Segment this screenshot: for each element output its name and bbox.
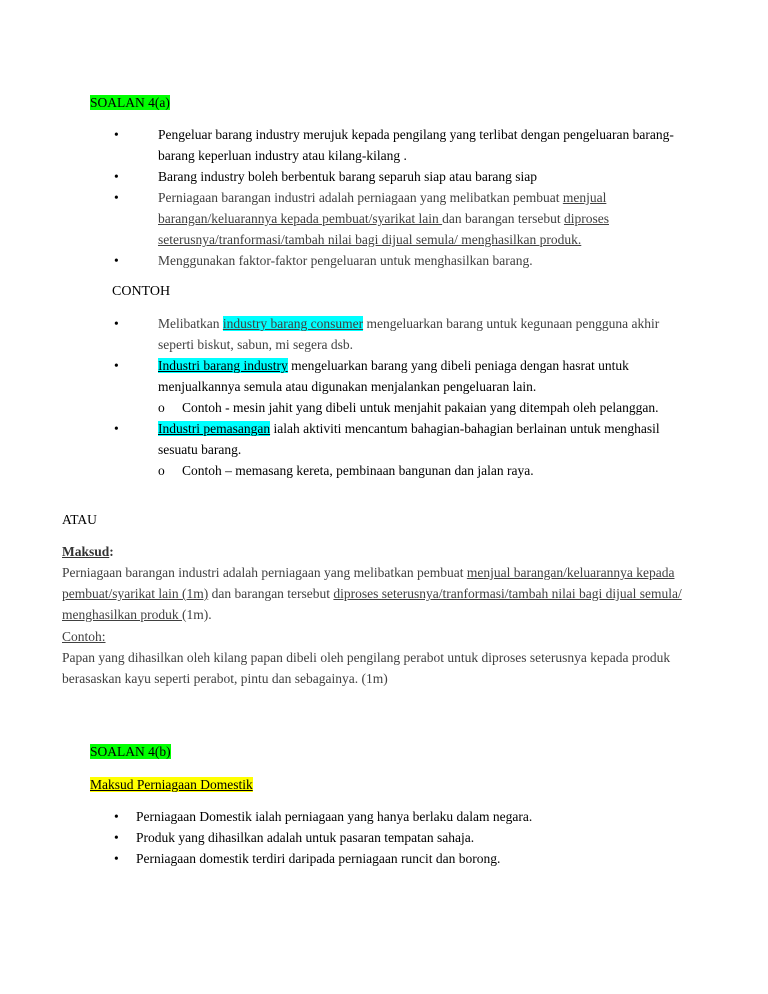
underlined-text: menjual barangan/keluarannya kepada pembuat/syarikat lain (1m): [62, 565, 675, 601]
soalan-4a-heading: [90, 92, 690, 113]
domestik-bullet-list: [90, 806, 690, 869]
bullet-text: Menggunakan faktor-faktor pengeluaran untuk menghasilkan barang.: [158, 253, 533, 268]
underlined-text: menjual barangan/keluarannya kepada pembuat/syarikat lain: [158, 190, 607, 226]
bullet-text: ialah aktiviti mencantum bahagian-bahagian berlainan untuk menghasil sesuatu barang.: [158, 421, 660, 457]
circle-bullet-icon: o: [158, 463, 165, 478]
list-item: [90, 806, 690, 827]
bullet-text: Produk yang dihasilkan adalah untuk pasaran tempatan sahaja.: [136, 830, 475, 845]
atau-label: ATAU: [62, 512, 97, 527]
bullet-dot-icon: •: [114, 190, 119, 205]
bullet-dot-icon: •: [114, 316, 119, 331]
paragraph-text: Papan yang dihasilkan oleh kilang papan dibeli oleh pengilang perabot untuk diproses seterusnya kepada produk berasaskan kayu seperti perabot, pintu dan sebagainya. (1m): [62, 650, 671, 686]
bullet-dot-icon: •: [114, 127, 119, 142]
maksud-domestik-heading: [90, 774, 690, 795]
paragraph-text: (1m).: [181, 607, 212, 622]
list-item: [90, 827, 690, 848]
list-item: [90, 124, 690, 166]
maksud-paragraph: [62, 541, 682, 625]
bullet-text: Perniagaan barangan industri adalah perniagaan yang melibatkan pembuat: [158, 190, 563, 205]
sub-list-item: [158, 397, 690, 418]
soalan-4b-heading-text: SOALAN 4(b): [90, 744, 171, 759]
list-item: [90, 250, 690, 271]
circle-bullet-icon: o: [158, 400, 165, 415]
paragraph-text: dan barangan tersebut: [208, 586, 334, 601]
list-item: [90, 355, 690, 418]
list-item: [90, 187, 690, 250]
sub-bullet-text: Contoh – memasang kereta, pembinaan bangunan dan jalan raya.: [182, 463, 534, 478]
list-item: [90, 418, 690, 481]
bullet-text: Pengeluar barang industry merujuk kepada pengilang yang terlibat dengan pengeluaran barang-barang keperluan industry atau kilang-kilang .: [158, 127, 674, 163]
maksud-domestik-text: Maksud Perniagaan Domestik: [90, 777, 253, 792]
bullet-dot-icon: •: [114, 253, 119, 268]
list-item: [90, 313, 690, 355]
sub-list-item: [158, 460, 690, 481]
sub-bullet-text: Contoh - mesin jahit yang dibeli untuk menjahit pakaian yang ditempah oleh pelanggan.: [182, 400, 659, 415]
list-item: [90, 166, 690, 187]
soalan-4a-heading-text: SOALAN 4(a): [90, 95, 170, 110]
soalan-4b-heading: [90, 741, 690, 762]
highlighted-term: Industri pemasangan: [158, 421, 271, 436]
bullet-dot-icon: •: [114, 358, 119, 373]
contoh-paragraph: [62, 626, 682, 689]
underlined-text: diproses seterusnya/tranformasi/tambah nilai bagi dijual semula/ menghasilkan produk.: [158, 211, 609, 247]
maksud-label: Maksud: [62, 544, 110, 559]
bullet-text: Melibatkan: [158, 316, 223, 331]
bullet-text: Perniagaan domestik terdiri daripada perniagaan runcit dan borong.: [136, 851, 501, 866]
highlighted-term: industry barang consumer: [222, 316, 364, 331]
bullet-text: Perniagaan Domestik ialah perniagaan yang hanya berlaku dalam negara.: [136, 809, 533, 824]
soalan-4a-bullet-list: [90, 124, 690, 271]
bullet-dot-icon: •: [114, 169, 119, 184]
highlighted-term: Industri barang industry: [158, 358, 288, 373]
paragraph-text: Perniagaan barangan industri adalah perniagaan yang melibatkan pembuat: [62, 565, 467, 580]
bullet-dot-icon: •: [114, 830, 119, 845]
contoh-bullet-list: [90, 313, 690, 481]
bullet-dot-icon: •: [114, 809, 119, 824]
bullet-dot-icon: •: [114, 851, 119, 866]
bullet-text: Barang industry boleh berbentuk barang separuh siap atau barang siap: [158, 169, 538, 184]
contoh-label: Contoh:: [62, 629, 106, 644]
bullet-text: mengeluarkan barang yang dibeli peniaga dengan hasrat untuk menjualkannya semula atau digunakan menjalankan pengeluaran lain.: [158, 358, 629, 394]
list-item: [90, 848, 690, 869]
bullet-dot-icon: •: [114, 421, 119, 436]
maksud-colon: :: [109, 544, 114, 559]
underlined-text: diproses seterusnya/tranformasi/tambah nilai bagi dijual semula/ menghasilkan produk: [62, 586, 682, 622]
bullet-text: mengeluarkan barang untuk kegunaan pengguna akhir seperti biskut, sabun, mi segera dsb.: [158, 316, 660, 352]
contoh-heading: CONTOH: [112, 284, 171, 299]
bullet-text: dan barangan tersebut: [442, 211, 564, 226]
